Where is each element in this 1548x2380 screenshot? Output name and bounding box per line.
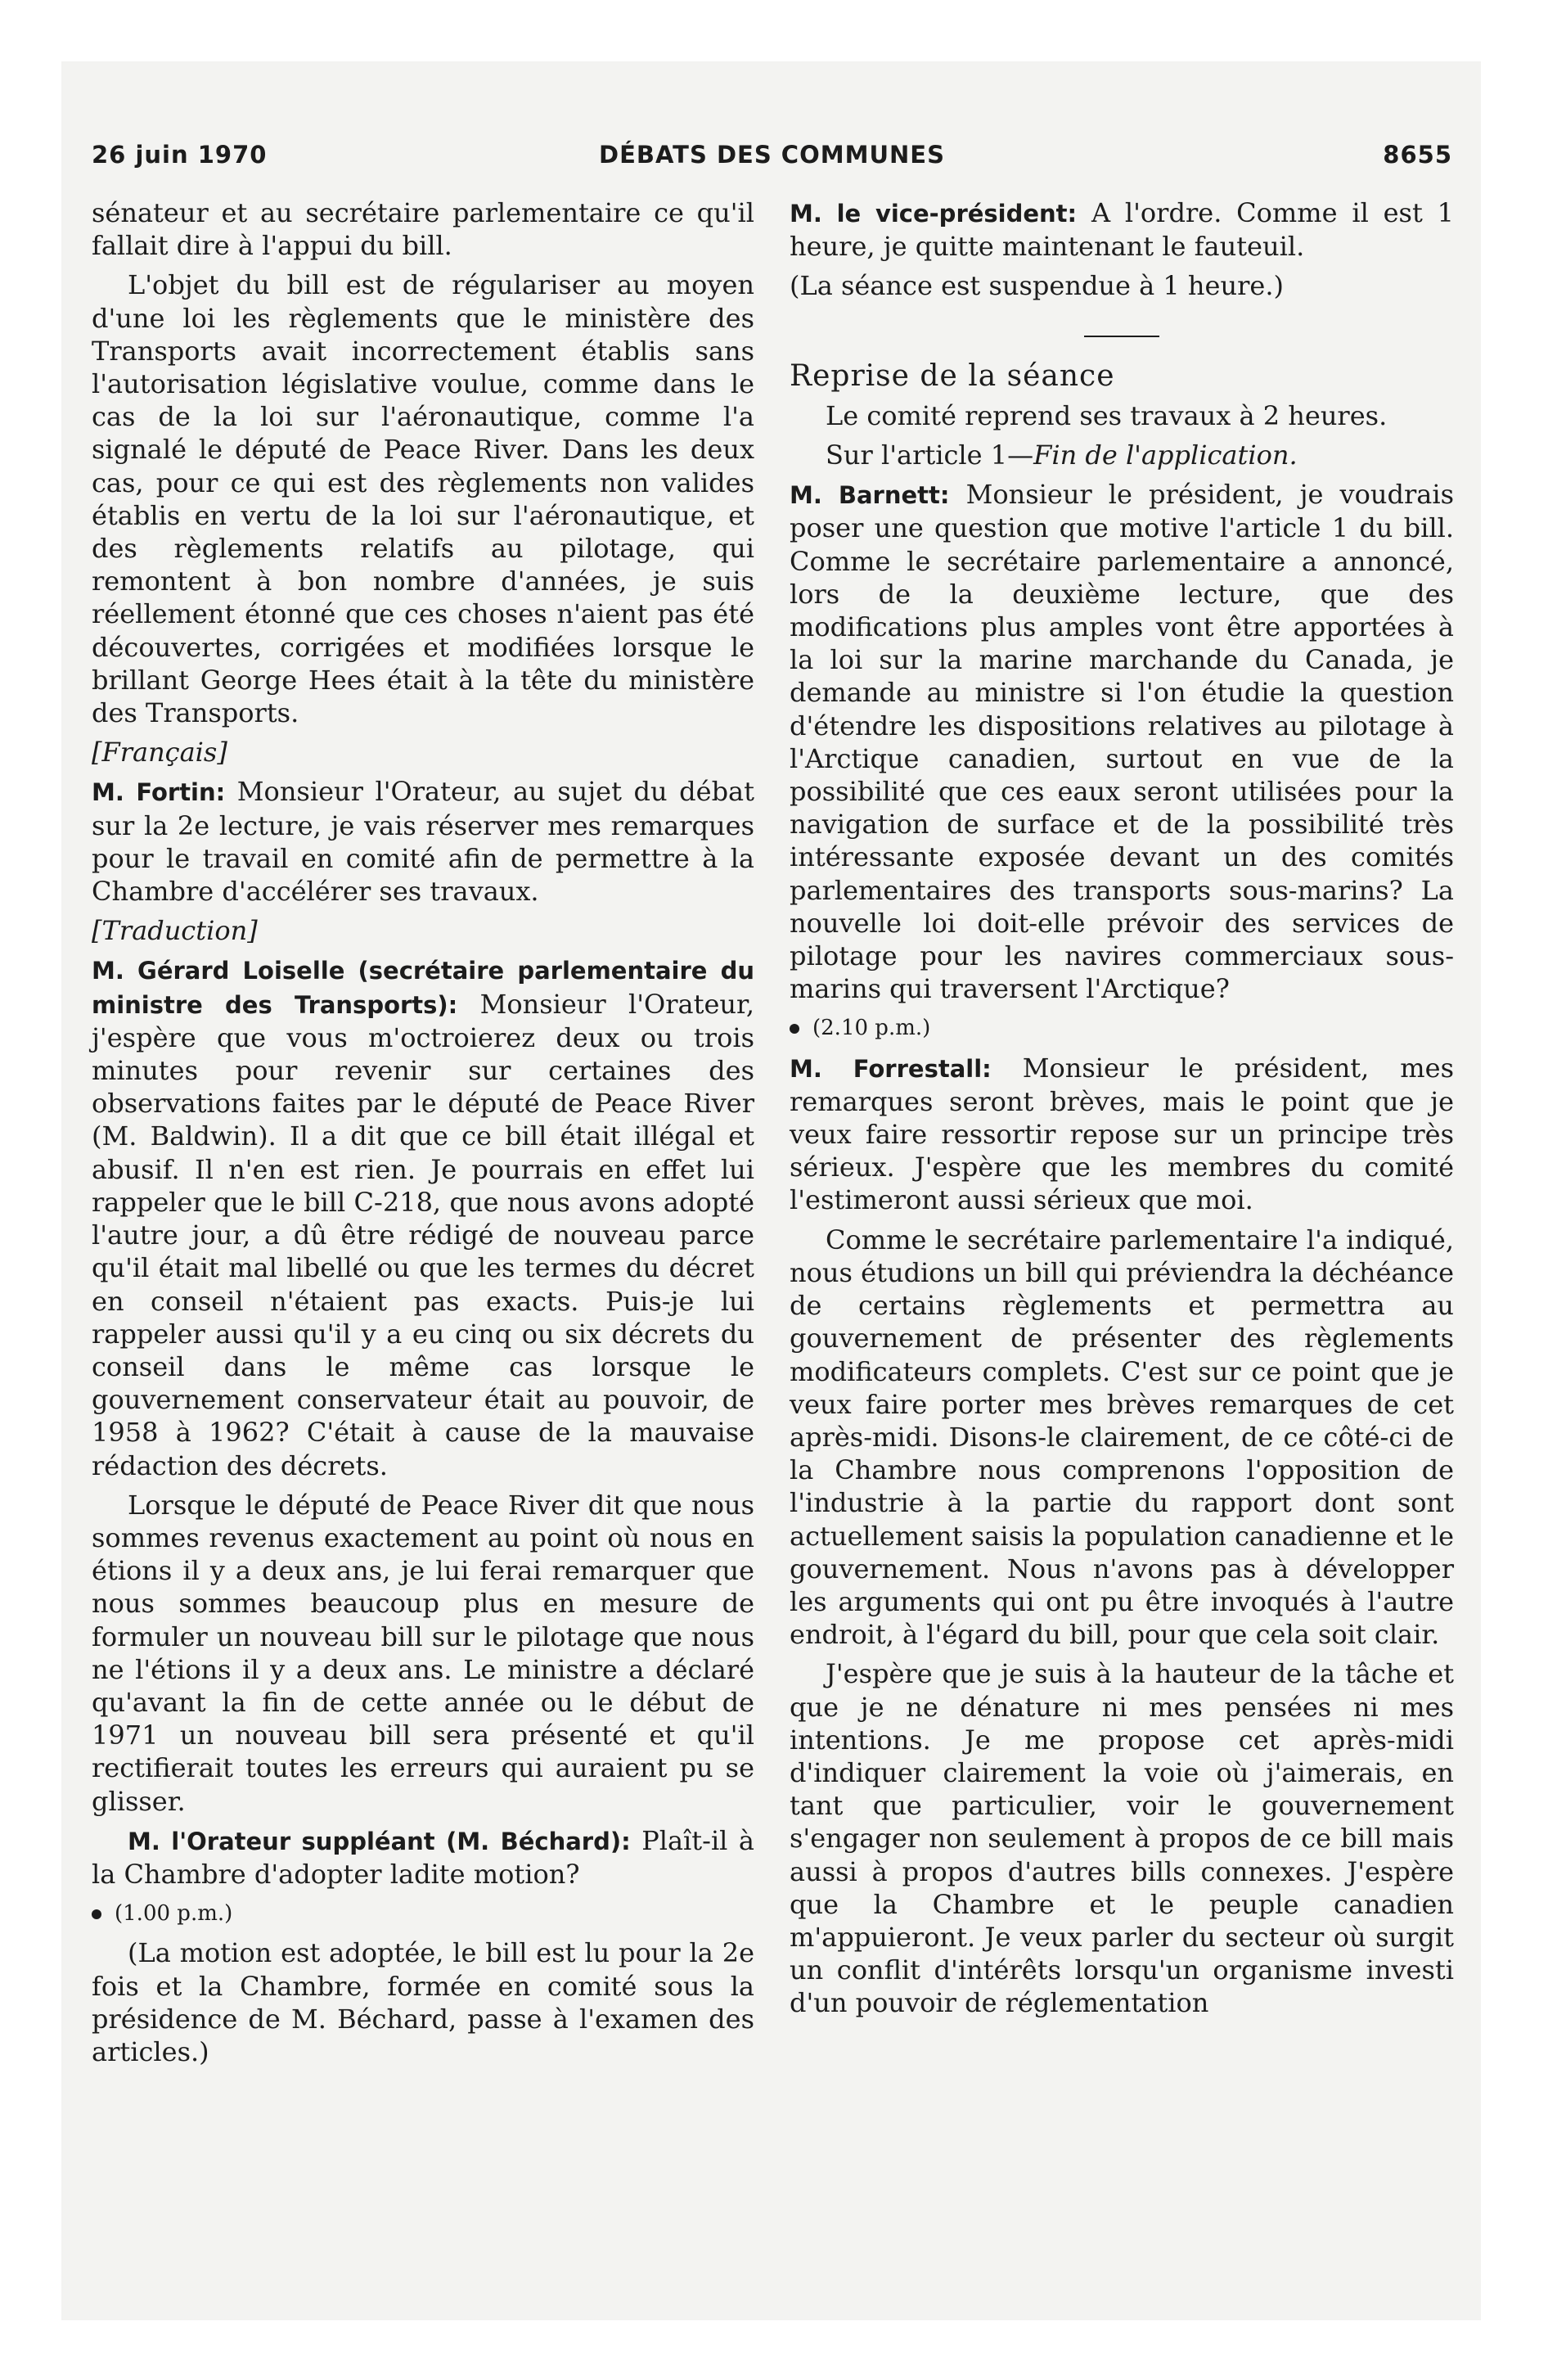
header-page-number: 8655 — [1383, 141, 1452, 169]
speaker-name: M. le vice-président: — [790, 200, 1078, 228]
paragraph: sénateur et au secrétaire parlementaire ce qu'il fallait dire à l'appui du bill. — [92, 197, 754, 262]
header-date: 26 juin 1970 — [92, 141, 268, 169]
speaker-name: M. Barnett: — [790, 481, 950, 510]
speech-text: A l'ordre. Comme il est 1 heure, je quitte maintenant le fauteuil. — [790, 197, 1454, 263]
speaker-name: M. Forrestall: — [790, 1054, 992, 1083]
bullet-icon — [92, 1909, 101, 1919]
speech-forrestall — [790, 1052, 1454, 1217]
bullet-icon — [790, 1024, 799, 1034]
paragraph: Lorsque le député de Peace River dit que nous sommes revenus exactement au point où nous en étions il y a deux ans, je lui ferai remarquer que nous sommes beaucoup plus en mesure de formuler un nouveau bill sur le pilotage que nous ne l'étions il y a deux ans. Le ministre a déclaré qu'avant la fin de cette année ou le début de 1971 un nouveau bill sera présenté et qu'il rectifierait toutes les erreurs qui auraient pu se glisser. — [92, 1489, 754, 1817]
right-column — [790, 196, 1454, 2026]
speech-text: Monsieur le président, mes remarques seront brèves, mais le point que je veux faire ressortir repose sur un principe très sérieux. J'espère que les membres du comité l'estimeront aussi sérieux que moi. — [790, 1052, 1454, 1216]
speech-bechard — [92, 1824, 754, 1891]
left-column — [92, 196, 754, 2075]
speech-text: Monsieur le président, je voudrais poser une question que motive l'article 1 du bill. Comme le secrétaire parlementaire a annoncé, lors de la deuxième lecture, que des modifications plus amples vont être apportées à la loi sur la marine marchande du Canada, je demande au ministre si l'on étudie la question d'étendre les dispositions relatives au pilotage à l'Arctique canadien, surtout en vue de la possibilité que ces eaux seront utilisées pour la navigation de surface et de la possibilité très intéressante exposée devant un des comités parlementaires des transports sous-marins? La nouvelle loi doit-elle prévoir des services de pilotage pour les navires commerciaux sous-marins qui traversent l'Arctique? — [790, 479, 1454, 1005]
divider — [1084, 336, 1159, 337]
paragraph: L'objet du bill est de régulariser au moyen d'une loi les règlements que le ministère des Transports avait incorrectement établis sans l'autorisation législative voulue, comme dans le cas de la loi sur l'aéronautique, comme l'a signalé le député de Peace River. Dans les deux cas, pour ce qui est des règlements non valides établis en vertu de la loi sur l'aéronautique, et des règlements relatifs au pilotage, qui remontent à bon nombre d'années, je suis réellement étonné que ces choses n'aient pas été découvertes, corrigées et modifiées lorsque le brillant George Hees était à la tête du ministère des Transports. — [92, 269, 754, 729]
page-header — [92, 141, 1452, 177]
speech-barnett — [790, 478, 1454, 1005]
speech-vice-president — [790, 196, 1454, 263]
language-marker: [Traduction] — [92, 915, 258, 947]
header-title: DÉBATS DES COMMUNES — [599, 141, 945, 169]
speaker-name: M. Gérard Loiselle (secrétaire parlementaire du ministre des Transports): — [92, 957, 754, 1019]
speech-text: Monsieur l'Orateur, j'espère que vous m'octroierez deux ou trois minutes pour revenir sur certaines des observations faites par le député de Peace River (M. Baldwin). Il a dit que ce bill était illégal et abusif. Il n'en est rien. Je pourrais en effet lui rappeler que le bill C-218, que nous avons adopté l'autre jour, a dû être rédigé de nouveau parce qu'il était mal libellé ou que les termes du décret en conseil n'étaient pas exacts. Puis-je lui rappeler aussi qu'il y a eu cinq ou six décrets du conseil dans le même cas lorsque le gouvernement conservateur était au pouvoir, de 1958 à 1962? C'était à cause de la mauvaise rédaction des décrets. — [92, 988, 754, 1481]
time-stamp: (2.10 p.m.) — [790, 1012, 1454, 1044]
section-heading: Reprise de la séance — [790, 358, 1115, 393]
speech-text: Plaît-il à la Chambre d'adopter ladite motion? — [92, 1824, 754, 1890]
paragraph: Le comité reprend ses travaux à 2 heures. — [826, 399, 1388, 431]
speaker-name: M. Fortin: — [92, 778, 226, 807]
language-marker: [Français] — [92, 737, 227, 769]
time-stamp: (1.00 p.m.) — [92, 1897, 754, 1930]
paragraph: J'espère que je suis à la hauteur de la tâche et que je ne dénature ni mes pensées ni mes intentions. Je me propose cet après-midi d'indiquer clairement la voie où j'aimerais, en tant que particulier, voir le gouvernement s'engager non seulement à propos de ce bill mais aussi à propos d'autres bills connexes. J'espère que la Chambre et le peuple canadien m'appuieront. Je veux parler du secteur où surgit un conflit d'intérêts lorsqu'un organisme investi d'un pouvoir de réglementation — [790, 1658, 1454, 2019]
session-note: (La séance est suspendue à 1 heure.) — [790, 270, 1284, 302]
speech-loiselle — [92, 953, 754, 1481]
speech-text: Monsieur l'Orateur, au sujet du débat sur la 2e lecture, je vais réserver mes remarques pour le travail en comité afin de permettre à la Chambre d'accélérer ses travaux. — [92, 776, 754, 908]
paragraph: Comme le secrétaire parlementaire l'a indiqué, nous étudions un bill qui préviendra la déchéance de certains règlements et permettra au gouvernement de présenter des règlements modificateurs complets. C'est sur ce point que je veux faire porter mes brèves remarques de cet après-midi. Disons-le clairement, de ce côté-ci de la Chambre nous comprenons l'opposition de l'industrie à la partie du rapport dont sont actuellement saisis la population canadienne et le gouvernement. Nous n'avons pas à développer les arguments qui ont pu être invoqués à l'autre endroit, à l'égard du bill, pour que cela soit clair. — [790, 1224, 1454, 1651]
speech-fortin — [92, 775, 754, 908]
article-line: Sur l'article 1—Fin de l'application. — [826, 439, 1298, 471]
paragraph: (La motion est adoptée, le bill est lu pour la 2e fois et la Chambre, formée en comité sous la présidence de M. Béchard, passe à l'examen des articles.) — [92, 1937, 754, 2067]
speaker-name: M. l'Orateur suppléant (M. Béchard): — [128, 1827, 631, 1855]
